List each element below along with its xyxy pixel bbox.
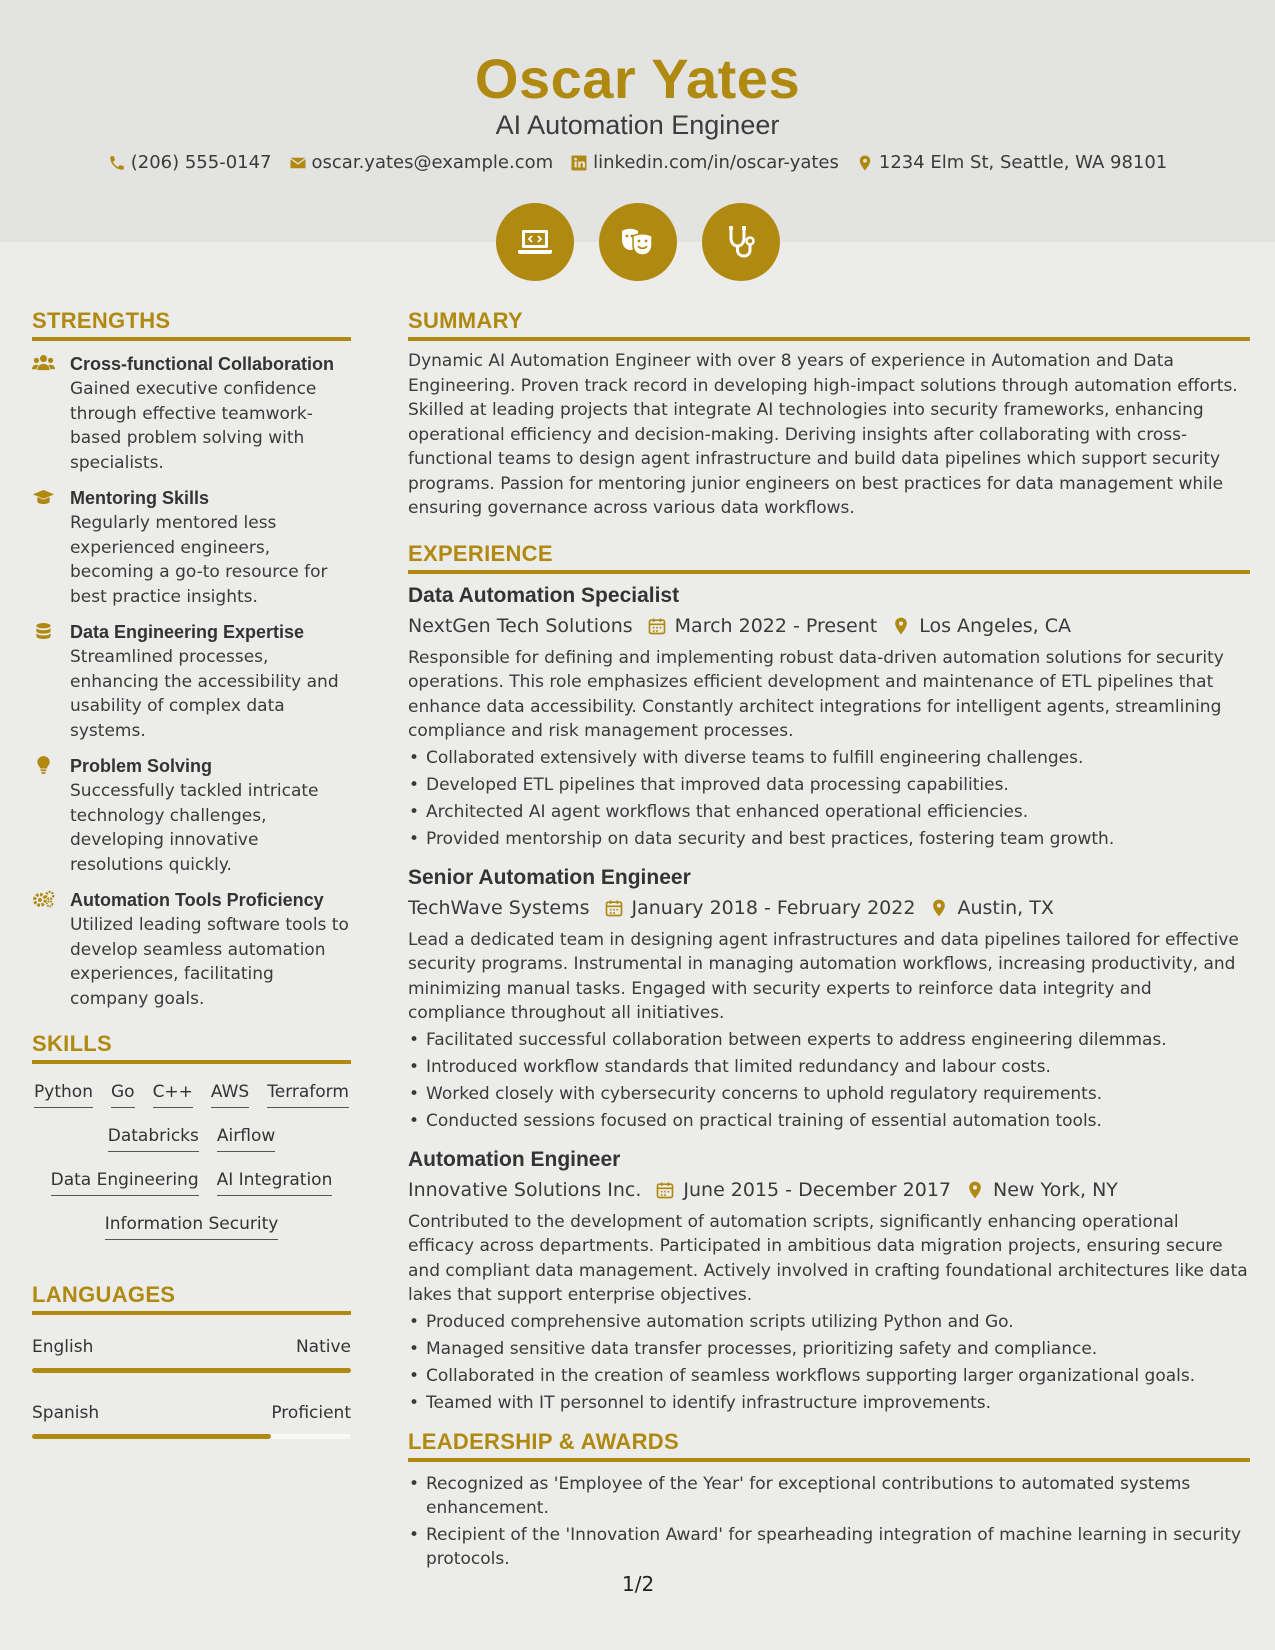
map-marker-icon bbox=[965, 1180, 985, 1200]
strength-item bbox=[32, 486, 351, 609]
job-bullets bbox=[408, 1027, 1250, 1135]
job-location: Los Angeles, CA bbox=[919, 614, 1072, 637]
candidate-name: Oscar Yates bbox=[474, 47, 801, 110]
job-dates: January 2018 - February 2022 bbox=[631, 896, 916, 919]
strength-desc: Successfully tackled intricate technology challenges, developing innovative resolutions quickly. bbox=[70, 781, 319, 875]
language-item bbox=[32, 1337, 351, 1373]
skill-tag: C++ bbox=[153, 1080, 193, 1108]
list-item: • Conducted sessions focused on practical training of essential automation tools. bbox=[408, 1108, 1250, 1135]
list-item: • Collaborated in the creation of seamless workflows supporting larger organizational goals. bbox=[408, 1363, 1250, 1390]
job-description: Responsible for defining and implementing robust data-driven automation solutions for security operations. This role emphasizes efficient development and maintenance of ETL pipelines that enhance data accessibility. Constantly architect integrations for intelligent agents, streamlining compliance and risk management processes. bbox=[408, 647, 1224, 741]
job-role: Senior Automation Engineer bbox=[408, 865, 691, 889]
job-description: Lead a dedicated team in designing agent infrastructures and data pipelines tailored for effective security programs. Instrumental in managing automation workflows, increasing productivity, and minimizing manual tasks. Engaged with security experts to reinforce data integrity and compliance throughout all initiatives. bbox=[408, 929, 1239, 1023]
envelope-icon bbox=[289, 154, 307, 172]
skill-tag: AI Integration bbox=[217, 1168, 333, 1196]
list-item: • Recognized as 'Employee of the Year' for exceptional contributions to automated systems enhancement. bbox=[408, 1472, 1250, 1521]
language-bar-fill bbox=[32, 1368, 351, 1373]
awards-heading: LEADERSHIP & AWARDS bbox=[408, 1429, 1250, 1462]
language-bar bbox=[32, 1368, 351, 1373]
list-item: • Architected AI agent workflows that enhanced operational efficiencies. bbox=[408, 799, 1250, 826]
job-location: New York, NY bbox=[993, 1178, 1118, 1201]
graduation-cap-icon bbox=[32, 488, 55, 506]
strength-title: Data Engineering Expertise bbox=[70, 622, 305, 642]
language-name: English bbox=[32, 1337, 94, 1357]
job-company: TechWave Systems bbox=[408, 896, 590, 919]
list-item: • Teamed with IT personnel to identify infrastructure improvements. bbox=[408, 1390, 1250, 1417]
job-role: Automation Engineer bbox=[408, 1147, 621, 1171]
map-marker-icon bbox=[891, 616, 911, 636]
strength-desc: Utilized leading software tools to develop seamless automation experiences, facilitating company goals. bbox=[70, 915, 349, 1009]
contact-bar bbox=[0, 152, 1275, 173]
awards-list bbox=[408, 1472, 1250, 1572]
skill-tag: AWS bbox=[211, 1080, 249, 1108]
skill-tag: Go bbox=[111, 1080, 135, 1108]
job-dates: June 2015 - December 2017 bbox=[683, 1178, 951, 1201]
map-marker-icon bbox=[856, 154, 874, 172]
language-item bbox=[32, 1403, 351, 1439]
skills-heading: SKILLS bbox=[32, 1031, 351, 1064]
languages-heading: LANGUAGES bbox=[32, 1282, 351, 1315]
list-item: • Facilitated successful collaboration between experts to address engineering dilemmas. bbox=[408, 1027, 1250, 1054]
language-level: Native bbox=[295, 1337, 351, 1357]
experience-heading: EXPERIENCE bbox=[408, 541, 1250, 574]
users-icon bbox=[32, 354, 55, 372]
language-level: Proficient bbox=[271, 1403, 351, 1423]
theater-masks-icon bbox=[618, 222, 658, 262]
candidate-title: AI Automation Engineer bbox=[495, 110, 780, 140]
strengths-heading: STRENGTHS bbox=[32, 308, 351, 341]
linkedin-icon bbox=[570, 154, 588, 172]
strength-item bbox=[32, 352, 351, 475]
list-item: • Worked closely with cybersecurity concerns to uphold regulatory requirements. bbox=[408, 1081, 1250, 1108]
job-location: Austin, TX bbox=[957, 896, 1054, 919]
language-name: Spanish bbox=[32, 1403, 100, 1423]
list-item: • Collaborated extensively with diverse teams to fulfill engineering challenges. bbox=[408, 745, 1250, 772]
list-item: • Introduced workflow standards that limited redundancy and labour costs. bbox=[408, 1054, 1250, 1081]
skill-tag: Information Security bbox=[105, 1212, 279, 1240]
job-entry bbox=[408, 1145, 1250, 1417]
calendar-icon bbox=[604, 898, 624, 918]
language-bar bbox=[32, 1434, 351, 1439]
skill-tag: Data Engineering bbox=[51, 1168, 199, 1196]
list-item: • Developed ETL pipelines that improved data processing capabilities. bbox=[408, 772, 1250, 799]
phone-icon bbox=[108, 154, 126, 172]
interest-theater bbox=[599, 203, 677, 281]
location-text: 1234 Elm St, Seattle, WA 98101 bbox=[878, 152, 1168, 173]
map-marker-icon bbox=[929, 898, 949, 918]
summary-text: Dynamic AI Automation Engineer with over 8 years of experience in Automation and Data Engineering. Proven track record in developing high-impact solutions through automation efforts. Skilled at leading projects that integrate AI technologies into security frameworks, enhancing operational efficiency and decision-making. Deriving insights after collaborating with cross-functional teams to design agent infrastructure and build data pipelines which support security programs. Passion for mentoring junior engineers on best practices for data management while ensuring governance across various data workflows. bbox=[408, 351, 1238, 518]
skill-tag: Python bbox=[34, 1080, 93, 1108]
interest-health bbox=[702, 203, 780, 281]
right-column bbox=[408, 308, 1250, 1572]
summary-heading: SUMMARY bbox=[408, 308, 1250, 341]
linkedin-text: linkedin.com/in/oscar-yates bbox=[593, 152, 839, 173]
strength-item bbox=[32, 754, 351, 877]
calendar-icon bbox=[647, 616, 667, 636]
job-role: Data Automation Specialist bbox=[408, 583, 680, 607]
skills-list bbox=[32, 1080, 351, 1240]
list-item: • Produced comprehensive automation scripts utilizing Python and Go. bbox=[408, 1309, 1250, 1336]
strength-title: Mentoring Skills bbox=[70, 488, 210, 508]
email-text: oscar.yates@example.com bbox=[311, 152, 554, 173]
strength-title: Problem Solving bbox=[70, 756, 213, 776]
list-item: • Provided mentorship on data security and best practices, fostering team growth. bbox=[408, 826, 1250, 853]
job-entry bbox=[408, 581, 1250, 853]
strength-desc: Gained executive confidence through effective teamwork-based problem solving with specialists. bbox=[70, 379, 317, 473]
skill-tag: Databricks bbox=[108, 1124, 199, 1152]
job-entry bbox=[408, 863, 1250, 1135]
list-item: • Recipient of the 'Innovation Award' for spearheading integration of machine learning in security protocols. bbox=[408, 1523, 1250, 1572]
skill-tag: Terraform bbox=[267, 1080, 349, 1108]
strength-item bbox=[32, 620, 351, 743]
strength-desc: Streamlined processes, enhancing the accessibility and usability of complex data systems. bbox=[70, 647, 339, 741]
stethoscope-icon bbox=[721, 222, 761, 262]
job-description: Contributed to the development of automation scripts, significantly enhancing operational efficacy across departments. Participated in ambitious data migration projects, ensuring secure and compliant data management. Actively involved in crafting foundational architectures like data lakes that support enterprise objectives. bbox=[408, 1211, 1248, 1305]
laptop-code-icon bbox=[515, 222, 555, 262]
contact-phone[interactable] bbox=[108, 152, 272, 173]
language-bar-fill bbox=[32, 1434, 271, 1439]
calendar-icon bbox=[655, 1180, 675, 1200]
lightbulb-icon bbox=[32, 756, 55, 774]
database-icon bbox=[32, 622, 55, 640]
job-bullets bbox=[408, 1309, 1250, 1417]
interest-icons bbox=[0, 203, 1275, 281]
job-dates: March 2022 - Present bbox=[674, 614, 878, 637]
page-indicator: 1/2 bbox=[622, 1572, 655, 1596]
phone-text: (206) 555-0147 bbox=[130, 152, 272, 173]
interest-coding bbox=[496, 203, 574, 281]
strength-desc: Regularly mentored less experienced engineers, becoming a go-to resource for best practice insights. bbox=[70, 513, 328, 607]
contact-location bbox=[856, 152, 1167, 173]
contact-linkedin[interactable] bbox=[570, 152, 839, 173]
list-item: • Managed sensitive data transfer processes, prioritizing safety and compliance. bbox=[408, 1336, 1250, 1363]
skill-tag: Airflow bbox=[217, 1124, 275, 1152]
left-column bbox=[32, 308, 351, 1439]
contact-email[interactable] bbox=[289, 152, 554, 173]
job-bullets bbox=[408, 745, 1250, 853]
job-company: Innovative Solutions Inc. bbox=[408, 1178, 642, 1201]
strength-item bbox=[32, 888, 351, 1011]
job-company: NextGen Tech Solutions bbox=[408, 614, 633, 637]
strength-title: Automation Tools Proficiency bbox=[70, 890, 324, 910]
strength-title: Cross-functional Collaboration bbox=[70, 354, 335, 374]
cogs-icon bbox=[32, 890, 55, 908]
